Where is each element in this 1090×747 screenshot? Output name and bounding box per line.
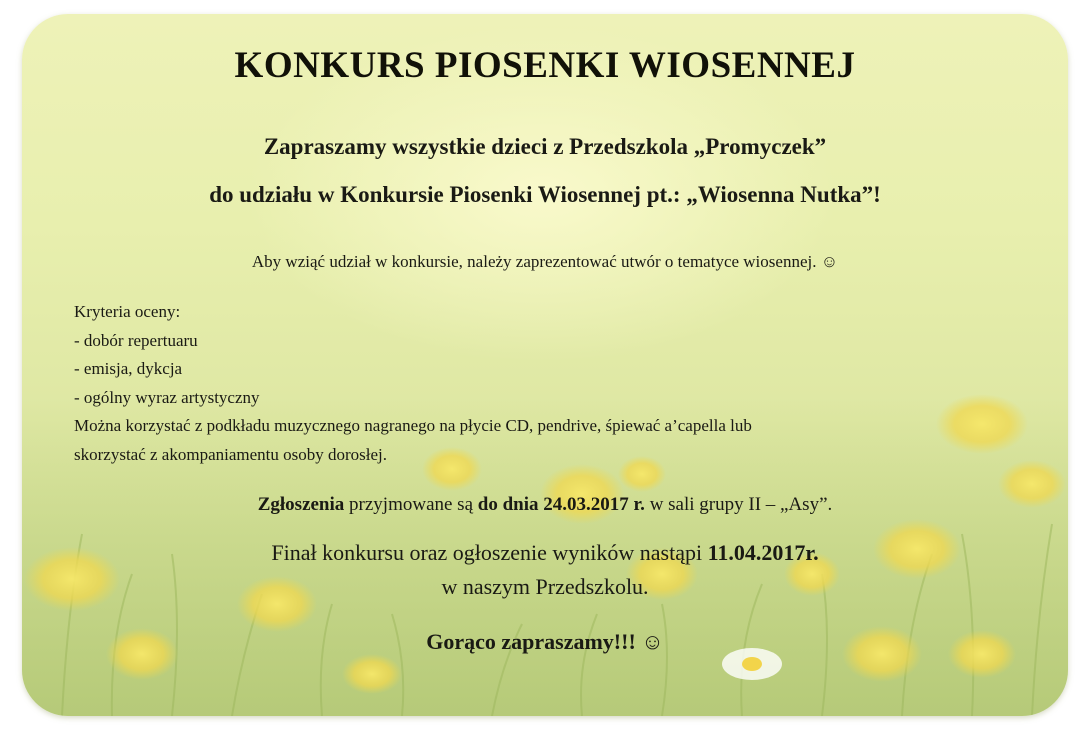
applications-deadline: do dnia 24.03.2017 r. [477, 494, 645, 515]
poster-title: KONKURS PIOSENKI WIOSENNEJ [234, 45, 856, 86]
final-info-line-1 [22, 540, 1068, 566]
applications-info [22, 494, 1068, 516]
poster-text [22, 14, 1068, 716]
invitation-line-2: do udziału w Konkursie Piosenki Wiosennej pt.: „Wiosenna Nutka”! [209, 182, 881, 207]
criteria-heading: Kryteria oceny: [74, 302, 181, 321]
accompaniment-line-1: Można korzystać z podkładu muzycznego nagranego na płycie CD, pendrive, śpiewać a’capella lub [74, 416, 752, 435]
applications-label: Zgłoszenia [257, 494, 345, 515]
criteria-item: - ogólny wyraz artystyczny [74, 387, 260, 407]
applications-middle-text: przyjmowane są [344, 494, 478, 515]
final-info-line-2: w naszym Przedszkolu. [441, 574, 649, 599]
poster-card [22, 14, 1068, 716]
applications-location: w sali grupy II – „Asy”. [644, 494, 833, 515]
criteria-item: - dobór repertuaru [74, 330, 198, 350]
invitation-line-1: Zapraszamy wszystkie dzieci z Przedszkola „Promyczek” [263, 134, 827, 159]
final-text: Finał konkursu oraz ogłoszenie wyników nastąpi [271, 540, 708, 565]
accompaniment-line-2: skorzystać z akompaniamentu osoby dorosłej. [74, 444, 388, 464]
closing-invitation: Gorąco zapraszamy!!! ☺ [426, 629, 664, 654]
criteria-section [74, 298, 994, 469]
participation-note: Aby wziąć udział w konkursie, należy zaprezentować utwór o tematyce wiosennej. ☺ [251, 252, 839, 271]
criteria-item: - emisja, dykcja [74, 359, 183, 378]
final-date: 11.04.2017r. [707, 540, 819, 565]
